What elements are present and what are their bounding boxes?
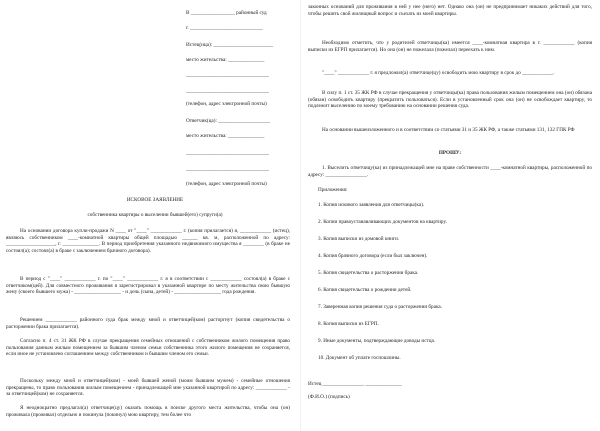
blank-line: ________________________________	[186, 72, 269, 78]
city-line: г. ____________________________	[186, 25, 263, 31]
body-paragraph: На основании договора купли-продажи N ____ от "____" ____________ г. (копия прилагается) я, ____________ (истец), являюсь собственником ____-комнатной квартиры общей площадью ______ кв. м, расположенной по адресу: ___________________, г. ______________. В период приобретения указанного недвижимого имущества я ________ (в браке не состоял(а); состоял(а) в браке с заключением брачного договора).	[6, 228, 290, 254]
blank-line: ________________________________	[186, 150, 269, 156]
defendant-line: Ответчик(ца): ____________________	[186, 118, 271, 124]
blank-line: ________________________________	[186, 166, 269, 172]
body-paragraph: Необходимо отметить, что у родителей ответчицы(ка) имеется ____-комнатная квартира в г. ____________ (копия выписки из ЕГРП прилагается). Но она (он) не пожелала (пожелал) переехать к ним.	[308, 40, 592, 53]
document-title: ИСКОВОЕ ЗАЯВЛЕНИЕ	[126, 197, 184, 203]
attachment-item: 7. Заверенная копия решения суда о расторжении брака.	[318, 304, 442, 310]
attachment-item: 5. Копия свидетельства о расторжении брака.	[318, 270, 419, 276]
body-paragraph: Поскольку между мной и ответчицей(ком) - моей бывшей женой (моим бывшим мужем) - семейные отношения прекращены, то право пользования жилым помещением - принадлежащей мне указанной квартирой по адресу: ____________ - за ответчицей(ком) не сохраняется.	[6, 378, 290, 398]
body-paragraph: Я неоднократно предлагал(а) ответчице(цу) оказать помощь в поиске другого места жительства, чтобы она (он) проживала (проживал) отдельно и покинула (покинул) мою квартиру, тем более что	[6, 405, 290, 418]
defendant-contacts-caption: (телефон, адрес электронной почты)	[186, 181, 267, 187]
page-divider	[300, 0, 301, 431]
body-paragraph: В период с "____" ____________ г. по "____" ____________ г. я в соответствии с ____________ состоял(а) в браке с ответчиком(цей). Для совместного проживания я зарегистрировал в указанной квартире по месту жительства свою бывшую жену (своего бывшего мужа) - __________________ - и дочь (сына, детей) - __________________ года рождения.	[6, 276, 290, 296]
attachment-item: 6. Копия свидетельства о рождении детей.	[318, 287, 412, 293]
body-paragraph: Решением ____________ районного суда брак между мной и ответчицей(ком) расторгнут (копия свидетельства о расторжении брака прилагается).	[6, 317, 290, 330]
attachment-item: 1. Копия искового заявления для ответчицы(ка).	[318, 202, 425, 208]
plaintiff-residence-line: место жительства: ______________	[186, 57, 265, 63]
court-line: В _________________ районный суд	[186, 10, 267, 16]
defendant-residence-line: место жительства: ______________	[186, 133, 265, 139]
document-subtitle: собственника квартиры о выселении бывшей(его) супруги(а)	[87, 212, 223, 218]
attachment-item: 3. Копия выписки из домовой книги.	[318, 236, 400, 242]
attachment-item: 10. Документ об уплате госпошлины.	[318, 355, 401, 361]
request-title: ПРОШУ:	[438, 150, 462, 156]
signature-caption: (Ф.И.О.) (подпись)	[308, 394, 350, 400]
body-paragraph: В силу п. 1 ст. 35 ЖК РФ в случае прекращения у ответчицы(ка) права пользования жилым помещением она (он) обязана (обязан) освободить квартиру (прекратить пользоваться). Если в установленный срок она (он) не освобождает квартиру, то подлежит выселению по моему требованию на основании решения суда.	[308, 90, 592, 110]
plaintiff-contacts-caption: (телефон, адрес электронной почты)	[186, 101, 267, 107]
attachment-item: 4. Копия брачного договора (если был заключен).	[318, 253, 428, 259]
signature-line: Истец ________________ ______________	[308, 381, 402, 387]
body-paragraph: "____" ____________ г. я предложил(а) ответчице(цу) освободить мою квартиру в срок до ____________.	[322, 70, 555, 76]
attachment-item: 8. Копия выписки из ЕГРП.	[318, 321, 379, 327]
request-item: 1. Выселить ответчицу(ка) из принадлежащей мне на праве собственности ____-комнатной квартиры, расположенной по адресу: ________________.	[308, 165, 592, 178]
blank-line: ________________________________	[186, 88, 269, 94]
body-paragraph: законных оснований для проживания в ней у нее (него) нет. Однако она (он) не предпринимает никаких действий для того, чтобы решить свой жилищный вопрос и съехать из моей квартиры.	[308, 4, 592, 17]
attachment-item: 2. Копии правоустанавливающих документов на квартиру.	[318, 219, 447, 225]
body-paragraph: Согласно п. 4 ст. 31 ЖК РФ в случае прекращения семейных отношений с собственником жилого помещения право пользования данным жилым помещением за бывшим членом семьи собственника этого жилого помещения не сохраняется, если иное не установлено соглашением между собственником и бывшим членом его семьи.	[6, 338, 290, 358]
attachments-title: Приложения:	[318, 187, 348, 193]
body-paragraph: На основании вышеизложенного и в соответствии со статьями 31 и 35 ЖК РФ, а также статьями 131, 132 ГПК РФ	[322, 127, 575, 133]
attachment-item: 9. Иные документы, подтверждающие доводы истца.	[318, 338, 436, 344]
plaintiff-line: Истец(ица): _______________________	[186, 42, 274, 48]
